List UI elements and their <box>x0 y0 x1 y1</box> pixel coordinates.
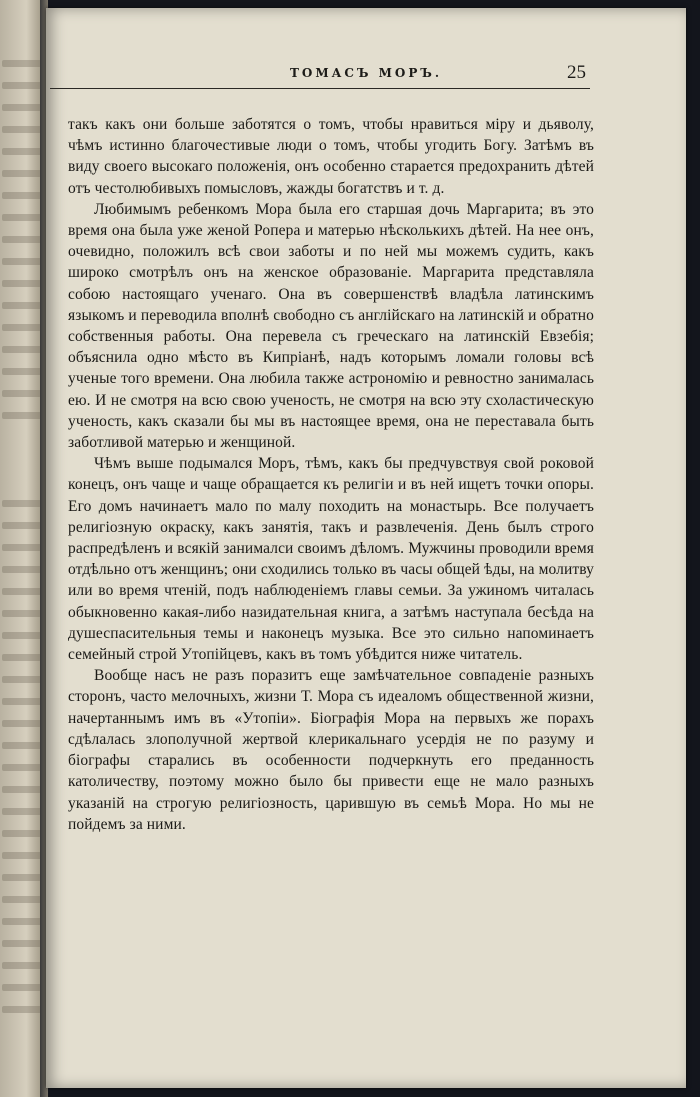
header-rule <box>50 88 590 89</box>
paragraph: такъ какъ они больше заботятся о томъ, чтобы нравиться міру и дьяволу, чѣмъ истинно благочестивые люди о томъ, чтобы угодить Богу. Затѣмъ въ виду своего высокаго положенія, онъ особенно старается предохранить дѣтей отъ честолюбивыхъ помысловъ, жажды богатствъ и т. д. <box>68 116 594 197</box>
body-text <box>68 114 594 835</box>
paragraph: Любимымъ ребенкомъ Мора была его старшая дочь Маргарита; въ это время она была уже женой Ропера и матерью нѣсколькихъ дѣтей. На нее онъ, очевидно, положилъ всѣ свои заботы и по ней мы можемъ судить, какъ широко смотрѣлъ онъ на женское образованіе. Маргарита представляла собою настоящаго ученаго. Она въ совершенствѣ владѣла латинскимъ языкомъ и переводила вполнѣ свободно съ англійскаго на латинскій и обратно собственныя работы. Она перевела съ греческаго на латинскій Евзебія; объяснила одно мѣсто въ Кипріанѣ, надъ которымъ ломали головы всѣ ученые того времени. Она любила также астрономію и ревностно занималась ею. И не смотря на всю свою ученость, не смотря на всю эту схоластическую ученость, какъ сказали бы мы въ настоящее время, она не переставала быть заботливой матерью и женщиной. <box>68 200 594 452</box>
page-number: 25 <box>567 62 586 83</box>
facing-page-edge <box>0 0 44 1097</box>
running-title: ТОМАСЪ МОРЪ. <box>289 66 443 80</box>
paragraph: Чѣмъ выше подымался Моръ, тѣмъ, какъ бы предчувствуя свой роковой конецъ, онъ чаще и чаще обращается къ религіи и въ ней ищетъ точки опоры. Его домъ начинаетъ мало по малу походить на монастырь. Все получаетъ религіозную окраску, какъ занятія, такъ и развлеченія. День былъ строго распредѣленъ и всякій занималси своимъ дѣломъ. Мужчины проводили время отдѣльно отъ женщинъ; они сходились только въ часы общей ѣды, на молитву или во время чтеній, подъ наблюденіемъ главы семьи. За ужиномъ читалась обыкновенно какая-либо назидательная книга, а затѣмъ наступала бесѣда на душеспасительныя темы и наконецъ музыка. Все это сильно напоминаетъ семейный строй Утопійцевъ, какъ въ томъ убѣдится ниже читатель. <box>68 455 594 664</box>
book-page <box>46 8 686 1088</box>
paragraph: Вообще насъ не разъ поразитъ еще замѣчательное совпаденіе разныхъ сторонъ, часто мелочныхъ, жизни Т. Мора съ идеаломъ общественной жизни, начертаннымъ имъ въ «Утопіи». Біографія Мора на первыхъ же порахъ сдѣлалась злополучной жертвой клерикальнаго усердія не по разуму и біографы старались въ особенности подчеркнуть его преданность католичеству, поэтому можно было бы привести еще не мало разныхъ указаній на строгую религіозность, царившую въ семьѣ Мора. Но мы не пойдемъ за ними. <box>68 667 594 833</box>
